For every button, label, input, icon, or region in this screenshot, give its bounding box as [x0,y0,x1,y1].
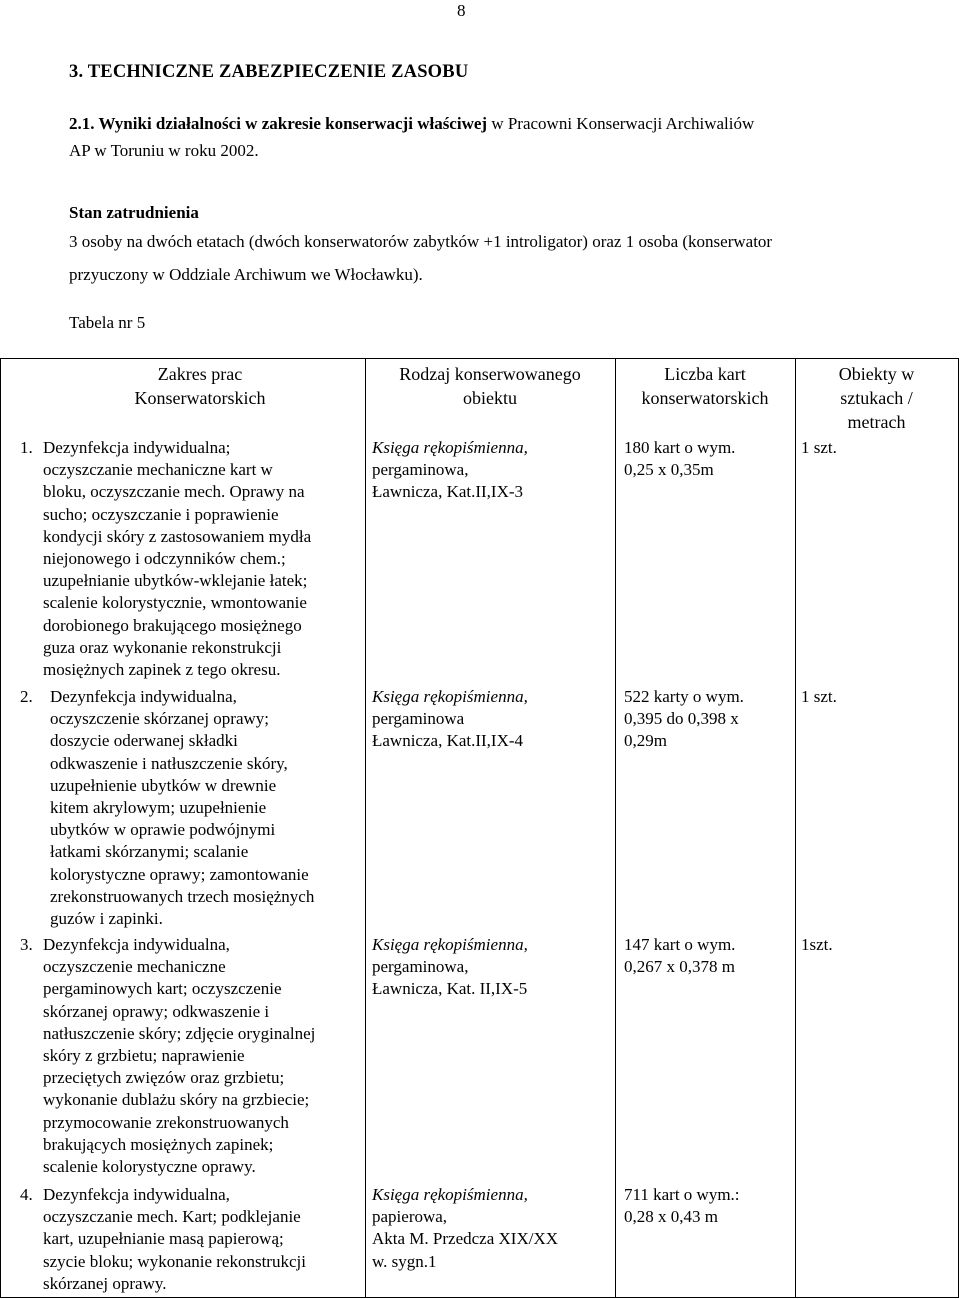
section-title: 3. TECHNICZNE ZABEZPIECZENIE ZASOBU [69,62,469,82]
scope-line: przymocowanie zrekonstruowanych [43,1112,289,1132]
count-line: 0,267 x 0,378 m [624,957,735,977]
staff-heading: Stan zatrudnienia [69,203,199,222]
results-heading-bold: 2.1. Wyniki działalności w zakresie konserwacji właściwej [69,114,488,133]
scope-line: kondycji skóry z zastosowaniem mydła [43,526,312,546]
row-scope [43,934,365,1178]
row-count [624,1184,794,1228]
table-right-border [958,358,959,1298]
object-line: Ławnicza, Kat. II,IX-5 [372,979,528,999]
count-line: 0,29m [624,731,667,751]
row-count [624,686,794,753]
staff-line-1: 3 osoby na dwóch etatach (dwóch konserwatorów zabytków +1 introligator) oraz 1 osoba (konserwator [69,232,773,251]
scope-line: wykonanie dublażu skóry na grzbiecie; [43,1090,310,1110]
count-line: 0,395 do 0,398 x [624,709,739,729]
scope-line: Dezynfekcja indywidualna, [43,935,230,954]
object-line: Akta M. Przedcza XIX/XX [372,1229,558,1249]
scope-line: zrekonstruowanych trzech mosiężnych [50,886,315,906]
scope-line: guzów i zapinki. [50,909,163,929]
header-scope [0,362,400,410]
object-line: Ławnicza, Kat.II,IX-4 [372,731,524,751]
row-object [372,1184,612,1273]
object-line: pergaminowa, [372,957,469,977]
scope-line: bloku, oczyszczanie mech. Oprawy na [43,482,305,502]
header-object-line: obiektu [463,388,517,408]
row-scope [43,1184,365,1295]
header-count-line: konserwatorskich [641,388,769,408]
header-count-line: Liczba kart [664,364,746,384]
header-count [615,362,795,410]
object-line: papierowa, [372,1207,448,1227]
scope-line: sucho; oczyszczanie i poprawienie [43,504,279,524]
scope-line: brakujących mosiężnych zapinek; [43,1134,274,1154]
scope-line: skóry z grzbietu; naprawienie [43,1046,245,1066]
results-heading-rest: w Pracowni Konserwacji Archiwaliów [487,114,755,133]
header-scope-line: Konserwatorskich [134,388,266,408]
count-line: 522 karty o wym. [624,687,744,706]
row-count [624,437,794,481]
row-units: 1 szt. [801,687,837,706]
row-object [372,437,612,504]
results-heading-line2: AP w Toruniu w roku 2002. [69,141,259,160]
scope-line: kart, uzupełnianie masą papierową; [43,1229,284,1249]
table-divider-3 [795,358,796,1298]
scope-line: natłuszczenie skóry; zdjęcie oryginalnej [43,1023,316,1043]
scope-line: dorobionego brakującego mosiężnego [43,615,302,635]
scope-line: uzupełnienie ubytków w drewnie [50,775,277,795]
scope-line: oczyszczanie mechaniczne kart w [43,460,273,480]
row-units: 1 szt. [801,438,837,457]
object-line: Ławnicza, Kat.II,IX-3 [372,482,524,502]
count-line: 0,25 x 0,35m [624,460,714,480]
object-line: w. sygn.1 [372,1251,437,1271]
row-object [372,686,612,753]
row-count [624,934,794,978]
count-line: 711 kart o wym.: [624,1185,740,1204]
row-number: 2. [20,687,33,706]
table-bottom-border [0,1297,959,1298]
object-title: Księga rękopiśmienna, [372,1185,528,1204]
header-units-line: sztukach / [840,388,913,408]
scope-line: niejonowego i odczynników chem.; [43,549,286,569]
row-units: 1szt. [801,935,833,954]
object-line: pergaminowa, [372,460,469,480]
row-object [372,934,612,1001]
count-line: 0,28 x 0,43 m [624,1207,718,1227]
staff-line-2: przyuczony w Oddziale Archiwum we Włocławku). [69,265,423,284]
scope-line: mosiężnych zapinek z tego okresu. [43,660,281,680]
scope-line: skórzanej oprawy. [43,1273,167,1293]
row-number: 1. [20,438,33,457]
scope-line: Dezynfekcja indywidualna, [43,1185,230,1204]
scope-line: ubytków w oprawie podwójnymi [50,820,276,840]
header-units-line: Obiekty w [838,364,915,384]
scope-line: pergaminowych kart; oczyszczenie [43,979,282,999]
header-object [365,362,615,410]
header-scope-line: Zakres prac [157,364,243,384]
header-units [795,362,958,434]
count-line: 180 kart o wym. [624,438,736,457]
object-title: Księga rękopiśmienna, [372,687,528,706]
header-object-line: Rodzaj konserwowanego [399,364,581,384]
object-title: Księga rękopiśmienna, [372,935,528,954]
scope-line: oczyszczenie mechaniczne [43,957,226,977]
page-number: 8 [457,1,466,20]
scope-line: kolorystyczne oprawy; zamontowanie [50,864,309,884]
table-top-border [0,358,959,359]
object-line: pergaminowa [372,709,465,729]
scope-line: scalenie kolorystycznie, wmontowanie [43,593,307,613]
header-units-line: metrach [847,412,906,432]
row-number: 3. [20,935,33,954]
scope-line: Dezynfekcja indywidualna, [50,687,237,706]
row-number: 4. [20,1185,33,1204]
scope-line: odkwaszenie i natłuszczenie skóry, [50,753,288,773]
scope-line: uzupełnianie ubytków-wklejanie łatek; [43,571,308,591]
object-title: Księga rękopiśmienna, [372,438,528,457]
scope-line: guza oraz wykonanie rekonstrukcji [43,637,282,657]
scope-line: scalenie kolorystyczne oprawy. [43,1157,256,1177]
table-divider-2 [615,358,616,1298]
scope-line: oczyszczenie skórzanej oprawy; [50,709,269,729]
scope-line: oczyszczanie mech. Kart; podklejanie [43,1207,301,1227]
scope-line: łatkami skórzanymi; scalanie [50,842,249,862]
scope-line: kitem akrylowym; uzupełnienie [50,798,267,818]
table-caption: Tabela nr 5 [69,313,146,332]
scope-line: przeciętych zwięzów oraz grzbietu; [43,1068,285,1088]
row-scope [43,437,365,681]
scope-line: skórzanej oprawy; odkwaszenie i [43,1001,270,1021]
scope-line: Dezynfekcja indywidualna; [43,438,231,457]
scope-line: szycie bloku; wykonanie rekonstrukcji [43,1251,306,1271]
row-scope [50,686,365,930]
scope-line: doszycie oderwanej składki [50,731,238,751]
table-divider-1 [365,358,366,1298]
count-line: 147 kart o wym. [624,935,736,954]
table-left-border [0,358,1,1298]
